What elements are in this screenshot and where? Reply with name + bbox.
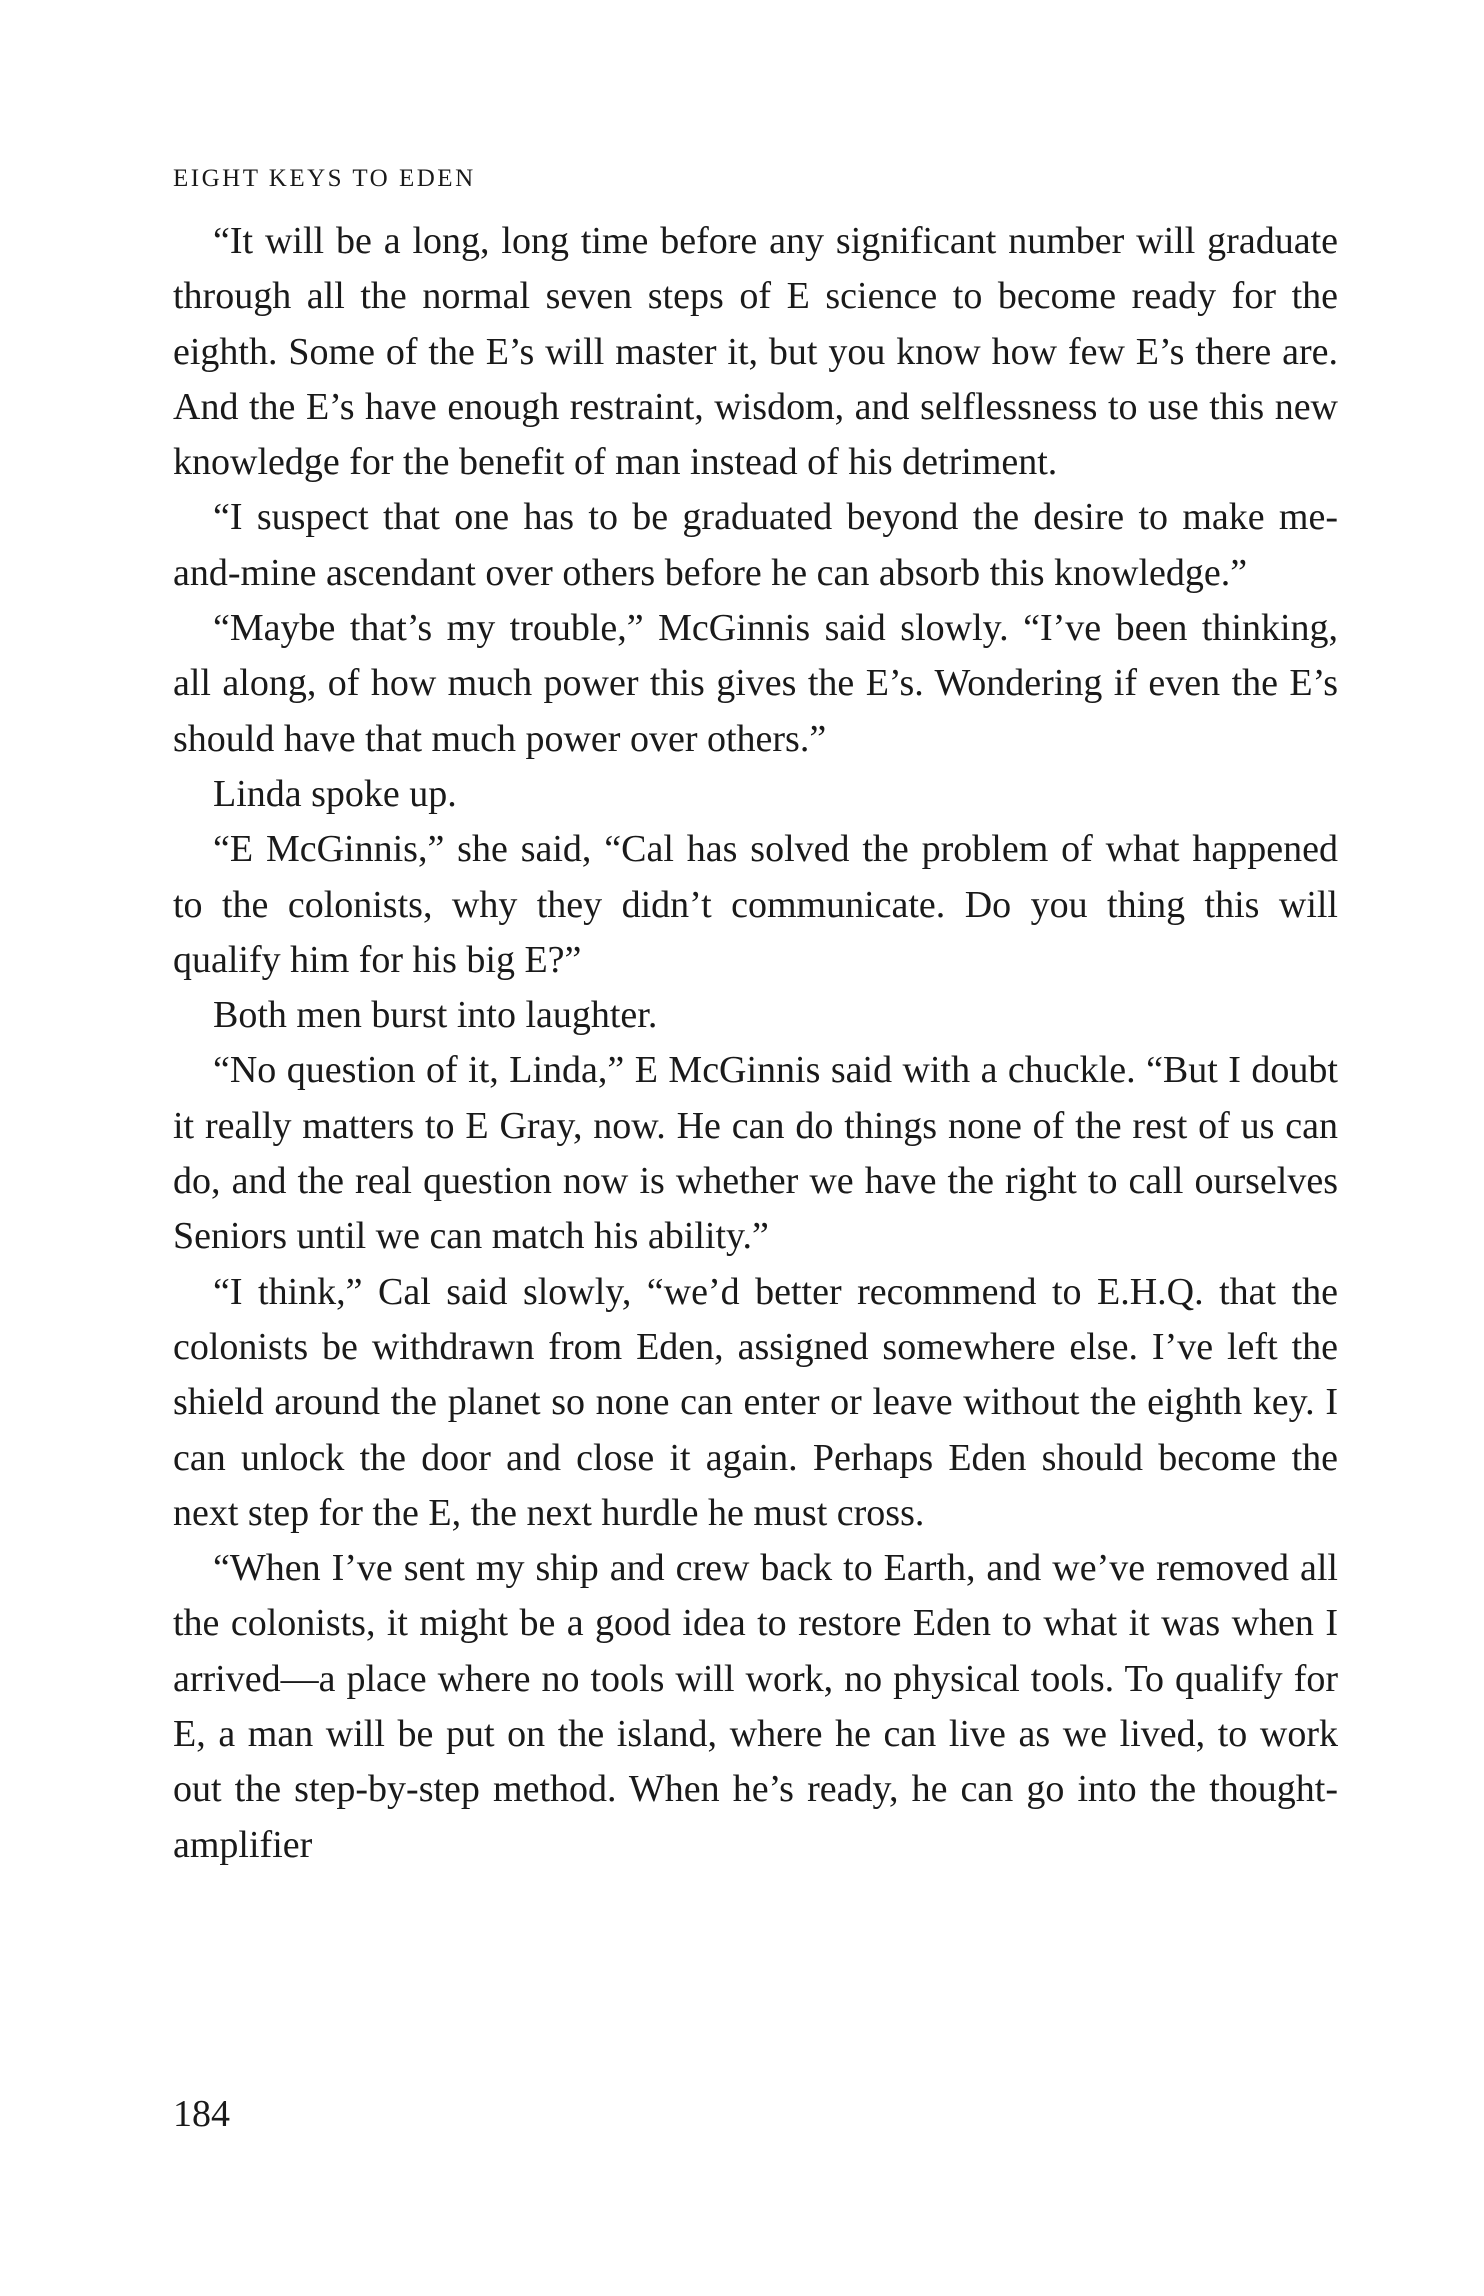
page-number: 184 — [173, 2093, 230, 2135]
paragraph: “No question of it, Linda,” E McGinnis said with a chuckle. “But I doubt it really matters to E Gray, now. He can do things none of the rest of us can do, and the real question now is whether we have the right to call ourselves Seniors until we can match his ability.” — [173, 1049, 1338, 1258]
paragraph: “I suspect that one has to be graduated beyond the desire to make me-and-mine ascendant over others before he can absorb this knowledge.” — [173, 496, 1338, 594]
paragraph: “Maybe that’s my trouble,” McGinnis said slowly. “I’ve been thinking, all along, of how much power this gives the E’s. Wondering if even the E’s should have that much power over others.” — [173, 607, 1338, 760]
paragraph: “I think,” Cal said slowly, “we’d better recommend to E.H.Q. that the colonists be withdrawn from Eden, assigned somewhere else. I’ve left the shield around the planet so none can enter or leave without the eighth key. I can unlock the door and close it again. Perhaps Eden should become the next step for the E, the next hurdle he must cross. — [173, 1270, 1338, 1534]
body-text — [173, 214, 1338, 1873]
paragraph: “E McGinnis,” she said, “Cal has solved the problem of what happened to the colonists, why they didn’t communicate. Do you thing this will qualify him for his big E?” — [173, 828, 1338, 981]
paragraph: “When I’ve sent my ship and crew back to Earth, and we’ve removed all the colonists, it might be a good idea to restore Eden to what it was when I arrived—a place where no tools will work, no physical tools. To qualify for E, a man will be put on the island, where he can live as we lived, to work out the step-by-step method. When he’s ready, he can go into the thought-amplifier — [173, 1547, 1338, 1866]
paragraph: Both men burst into laughter. — [213, 994, 658, 1037]
paragraph: Linda spoke up. — [213, 772, 457, 815]
paragraph: “It will be a long, long time before any significant number will graduate through all the normal seven steps of E science to become ready for the eighth. Some of the E’s will master it, but you know how few E’s there are. And the E’s have enough restraint, wisdom, and selflessness to use this new knowledge for the benefit of man instead of his detriment. — [173, 220, 1338, 484]
running-head: EIGHT KEYS TO EDEN — [173, 165, 476, 192]
